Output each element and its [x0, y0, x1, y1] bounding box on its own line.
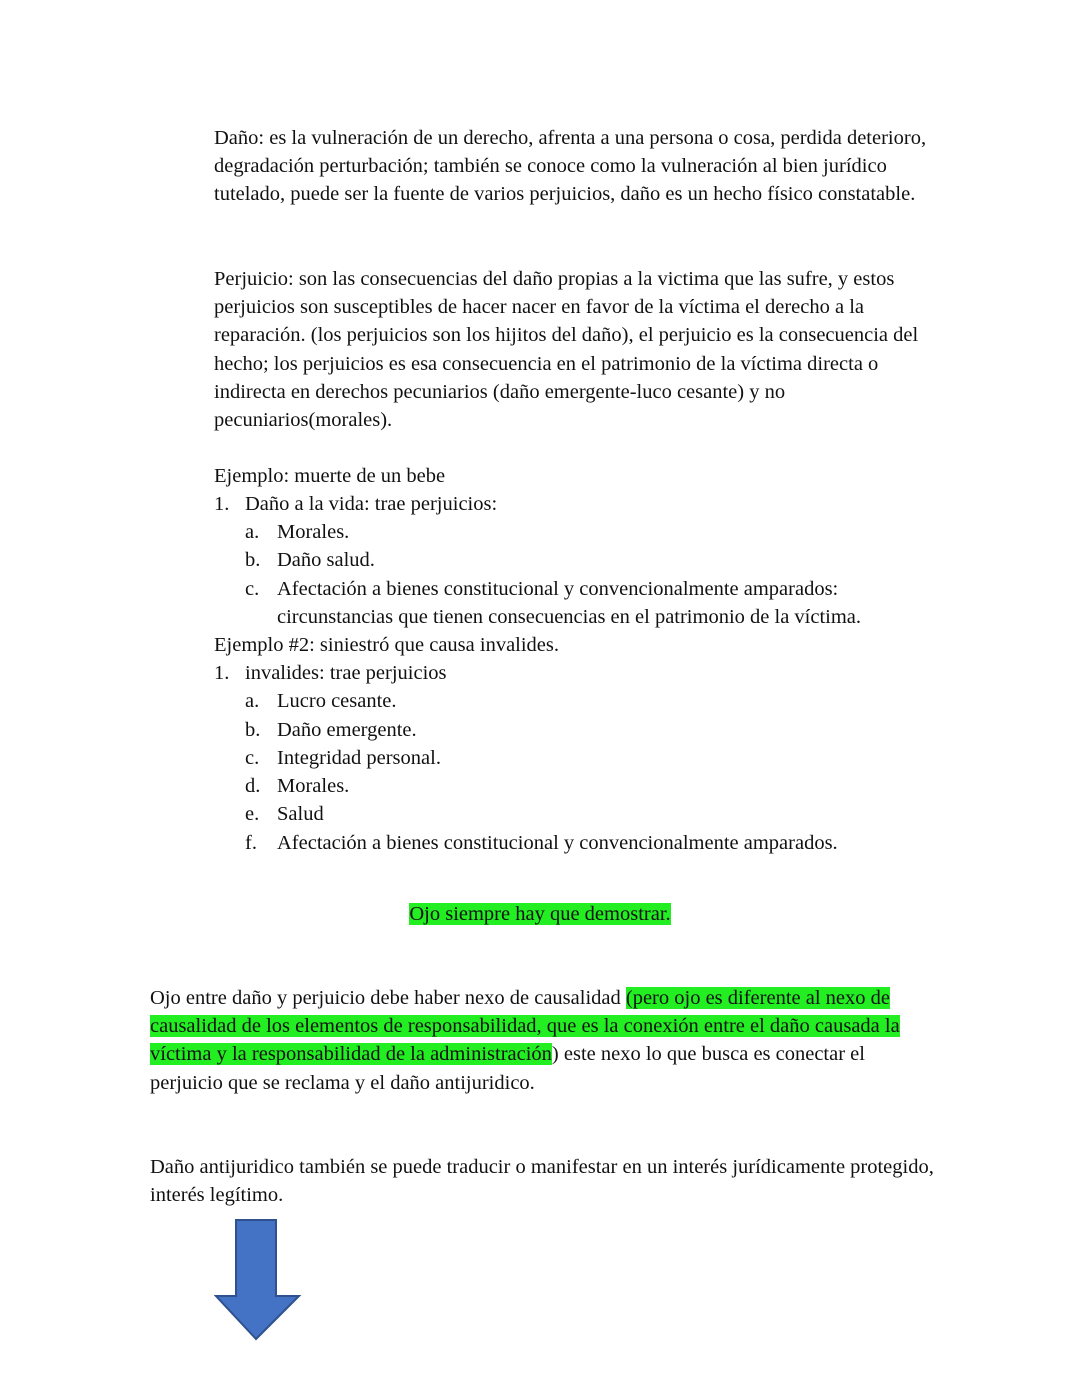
down-arrow-icon	[214, 1218, 302, 1348]
list-item-text: Daño emergente.	[277, 719, 417, 741]
list-item-text: Integridad personal.	[277, 747, 441, 769]
paragraph-perjuicio: Perjuicio: son las consecuencias del daño propias a la victima que las sufre, y estos perjuicios son susceptibles de hacer nacer en favor de la víctima el derecho a la reparación. (los perjuicios son los hijitos del daño), el perjuicio es la consecuencia del hecho; los perjuicios es esa consecuencia en el patrimonio de la víctima directa o indirecta en derechos pecuniarios (daño emergente-luco cesante) y no pecuniarios(morales).	[214, 268, 919, 432]
list-marker: f.	[245, 832, 257, 854]
list-marker: a.	[245, 521, 260, 543]
nexo-text-before: Ojo entre daño y perjuicio debe haber nexo de causalidad	[150, 987, 626, 1009]
paragraph-antijuridico: Daño antijuridico también se puede traducir o manifestar en un interés jurídicamente protegido, interés legítimo.	[150, 1156, 934, 1207]
highlight-note-text: Ojo siempre hay que demostrar.	[409, 903, 671, 925]
list-marker: 1.	[214, 662, 230, 684]
list-marker: 1.	[214, 493, 230, 515]
list-marker: c.	[245, 747, 260, 769]
nexo-text-after: ) este nexo lo que busca es conectar el perjuicio que se reclama y el daño antijuridico.	[150, 1043, 865, 1094]
list-item-text: Morales.	[277, 521, 350, 543]
list-item-text: Lucro cesante.	[277, 690, 397, 712]
example2-subitem	[245, 772, 945, 800]
example2-list-item	[214, 659, 944, 687]
paragraph-dano: Daño: es la vulneración de un derecho, afrenta a una persona o cosa, perdida deterioro, degradación perturbación; también se conoce como la vulneración al bien jurídico tutelado, puede ser la fuente de varios perjuicios, daño es un hecho físico constatable.	[214, 127, 927, 206]
list-item-text: invalides: trae perjuicios	[245, 662, 447, 684]
list-marker: b.	[245, 549, 261, 571]
list-marker: e.	[245, 803, 260, 825]
list-marker: d.	[245, 775, 261, 797]
example1-list-item	[214, 490, 944, 518]
list-item-text: Daño a la vida: trae perjuicios:	[245, 493, 498, 515]
paragraph-nexo	[150, 984, 940, 1097]
list-item-text: Daño salud.	[277, 549, 375, 571]
example1-title: Ejemplo: muerte de un bebe	[214, 465, 446, 487]
list-marker: a.	[245, 690, 260, 712]
example2-subitem	[245, 800, 945, 828]
highlight-note	[0, 900, 1080, 928]
example2-subitem	[245, 829, 945, 857]
list-item-text: Afectación a bienes constitucional y convencionalmente amparados.	[277, 832, 838, 854]
example1-subitem	[245, 546, 945, 574]
list-marker: b.	[245, 719, 261, 741]
list-marker: c.	[245, 578, 260, 600]
down-arrow-shape	[216, 1220, 299, 1339]
list-item-text: Afectación a bienes constitucional y convencionalmente amparados: circunstancias que tienen consecuencias en el patrimonio de la víctima.	[277, 578, 862, 629]
nexo-highlighted-text: (pero ojo es diferente al nexo de causalidad de los elementos de responsabilidad, que es la conexión entre el daño causada la víctima y la responsabilidad de la administración	[150, 987, 900, 1066]
example2-subitem	[245, 744, 945, 772]
example1-subitem	[245, 518, 945, 546]
example1-subitem	[245, 575, 945, 631]
example2-subitem	[245, 687, 945, 715]
list-item-text: Morales.	[277, 775, 350, 797]
example2-subitem	[245, 716, 945, 744]
list-item-text: Salud	[277, 803, 324, 825]
example2-title: Ejemplo #2: siniestró que causa invalides.	[214, 634, 560, 656]
